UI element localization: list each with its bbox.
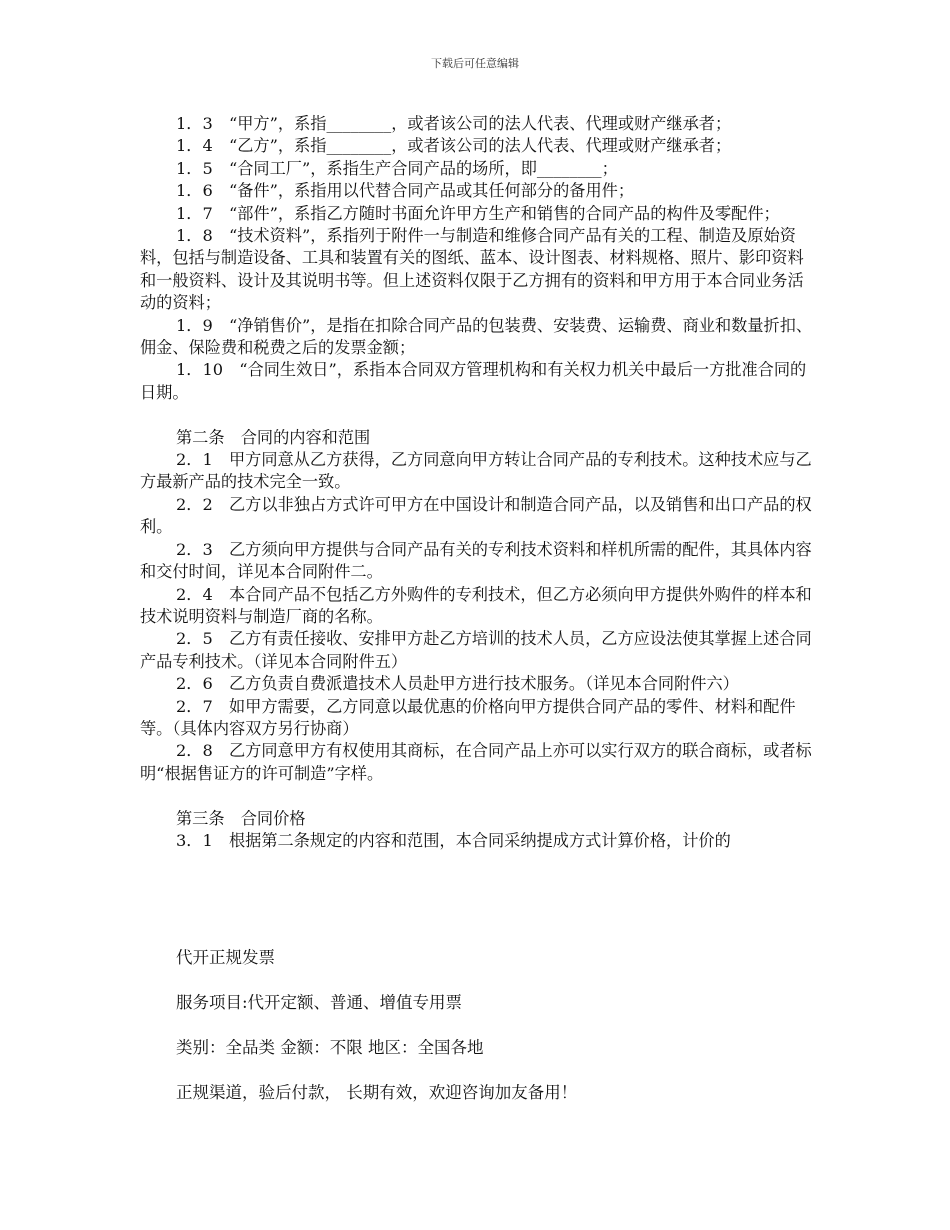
ad-line: 代开正规发票: [176, 948, 275, 967]
clause-1-10: 1．10 “合同生效日”，系指本合同双方管理机构和有关权力机关中最后一方批准合同的日期。: [140, 360, 807, 402]
clause-2-8: 2．8 乙方同意甲方有权使用其商标，在合同产品上亦可以实行双方的联合商标，或者标明“根据售证方的许可制造”字样。: [140, 741, 812, 783]
clause-2-3: 2．3 乙方须向甲方提供与合同产品有关的专利技术资料和样机所需的配件，其具体内容和交付时间，详见本合同附件二。: [140, 539, 812, 582]
clause-1-3: 1．3 “甲方”，系指________，或者该公司的法人代表、代理或财产继承者；: [176, 114, 732, 133]
section-heading-2: 第二条 合同的内容和范围: [176, 427, 371, 447]
clause-1-8: 1．8 “技术资料”，系指列于附件一与制造和维修合同产品有关的工程、制造及原始资料，包括与制造设备、工具和装置有关的图纸、蓝本、设计图表、材料规格、照片、影印资料和一般资料、设计及其说明书等。但上述资料仅限于乙方拥有的资料和甲方用于本合同业务活动的资料；: [140, 226, 804, 313]
clause-2-4: 2．4 本合同产品不包括乙方外购件的专利技术，但乙方必须向甲方提供外购件的样本和技术说明资料与制造厂商的名称。: [140, 584, 812, 626]
clause-3-1: 3．1 根据第二条规定的内容和范围，本合同采纳提成方式计算价格，计价的: [176, 830, 731, 850]
invoice-ad: [176, 946, 876, 1126]
ad-line: 正规渠道，验后付款， 长期有效，欢迎咨询加友备用！: [176, 1083, 578, 1102]
ad-line: 类别：全品类 金额：不限 地区：全国各地: [176, 1038, 484, 1057]
page-header: 下载后可任意编辑: [431, 57, 519, 70]
clause-1-9: 1．9 “净销售价”，是指在扣除合同产品的包装费、安装费、运输费、商业和数量折扣、佣金、保险费和税费之后的发票金额；: [140, 315, 813, 358]
clause-2-6: 2．6 乙方负责自费派遣技术人员赴甲方进行技术服务。（详见本合同附件六）: [176, 674, 739, 694]
clause-1-7: 1．7 “部件”，系指乙方随时书面允许甲方生产和销售的合同产品的构件及零配件；: [176, 203, 780, 223]
clause-2-7: 2．7 如甲方需要，乙方同意以最优惠的价格向甲方提供合同产品的零件、材料和配件等。（具体内容双方另行协商）: [140, 696, 796, 738]
contract-body: [140, 113, 815, 852]
blank-line: [140, 785, 815, 807]
clause-2-1: 2．1 甲方同意从乙方获得，乙方同意向甲方转让合同产品的专利技术。这种技术应与乙方最新产品的技术完全一致。: [140, 450, 812, 492]
clause-2-2: 2．2 乙方以非独占方式许可甲方在中国设计和制造合同产品，以及销售和出口产品的权利。: [140, 494, 812, 537]
clause-2-5: 2．5 乙方有责任接收、安排甲方赴乙方培训的技术人员，乙方应设法使其掌握上述合同产品专利技术。（详见本合同附件五）: [140, 629, 812, 671]
blank-line: [140, 404, 815, 426]
clause-1-6: 1．6 “备件”，系指用以代替合同产品或其任何部分的备用件；: [176, 181, 635, 201]
section-heading-3: 第三条 合同价格: [176, 808, 306, 828]
ad-line: 服务项目:代开定额、普通、增值专用票: [176, 993, 463, 1012]
clause-1-4: 1．4 “乙方”，系指________，或者该公司的法人代表、代理或财产继承者；: [176, 136, 732, 156]
clause-1-5: 1．5 “合同工厂”，系指生产合同产品的场所，即________；: [176, 158, 618, 178]
